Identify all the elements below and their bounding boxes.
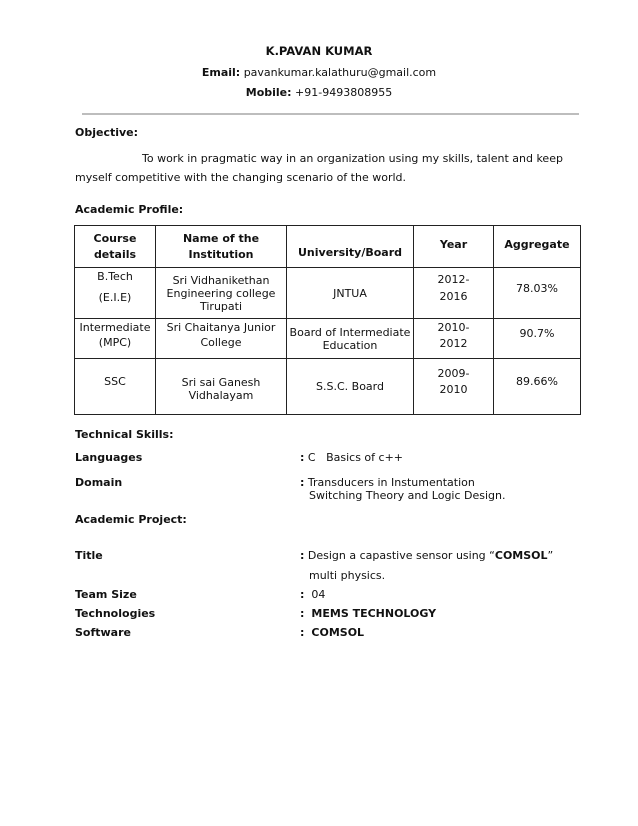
- academic-project-heading: Academic Project:: [75, 513, 187, 526]
- table-header-row: [75, 226, 581, 268]
- email-line: [0, 66, 638, 79]
- board-cell: JNTUA: [287, 268, 414, 319]
- team-size-label: Team Size: [75, 588, 137, 601]
- title-colon: :: [300, 549, 305, 562]
- technical-skills-heading: Technical Skills:: [75, 428, 174, 441]
- mobile-value: +91-9493808955: [295, 86, 393, 99]
- academic-profile-heading: Academic Profile:: [75, 203, 184, 216]
- domain-colon: :: [300, 476, 305, 489]
- languages-label: Languages: [75, 451, 143, 464]
- software-label: Software: [75, 626, 131, 639]
- course-cell: SSC: [75, 359, 156, 415]
- year-cell: 2009- 2010: [414, 359, 494, 415]
- year-cell: 2012- 2016: [414, 268, 494, 319]
- technologies-colon: :: [300, 607, 305, 620]
- board-cell: Board of Intermediate Education: [287, 319, 414, 359]
- header-divider: [82, 113, 579, 115]
- course-cell: Intermediate (MPC): [75, 319, 156, 359]
- col-header-year: Year: [414, 226, 494, 268]
- email-label: Email:: [201, 66, 241, 79]
- technologies-value: : MEMS TECHNOLOGY: [300, 607, 437, 620]
- objective-heading: Objective:: [75, 126, 139, 139]
- domain-label: Domain: [75, 476, 123, 489]
- domain-value-2: Switching Theory and Logic Design.: [309, 489, 506, 502]
- mobile-line: [0, 86, 638, 99]
- candidate-name: K.PAVAN KUMAR: [265, 44, 373, 58]
- aggregate-cell: 90.7%: [494, 319, 581, 359]
- title-value-2: multi physics.: [309, 569, 386, 582]
- table-row: [75, 319, 581, 359]
- table-row: [75, 268, 581, 319]
- col-header-course: Course details: [75, 226, 156, 268]
- aggregate-cell: 89.66%: [494, 359, 581, 415]
- board-cell: S.S.C. Board: [287, 359, 414, 415]
- title-label: Title: [75, 549, 103, 562]
- team-size-value: : 04: [300, 588, 326, 601]
- col-header-university: University/Board: [287, 226, 414, 268]
- col-header-aggregate: Aggregate: [494, 226, 581, 268]
- mobile-label: Mobile:: [245, 86, 292, 99]
- software-value: : COMSOL: [300, 626, 365, 639]
- institution-cell: Sri sai Ganesh Vidhalayam: [156, 359, 287, 415]
- academic-table: [74, 225, 581, 415]
- col-header-institution: Name of the Institution: [156, 226, 287, 268]
- email-value: pavankumar.kalathuru@gmail.com: [243, 66, 437, 79]
- year-cell: 2010- 2012: [414, 319, 494, 359]
- course-cell: B.Tech (E.I.E): [75, 268, 156, 319]
- objective-line-1: To work in pragmatic way in an organization using my skills, talent and keep: [142, 152, 563, 165]
- software-colon: :: [300, 626, 305, 639]
- languages-colon: :: [300, 451, 305, 464]
- objective-line-2: myself competitive with the changing scenario of the world.: [75, 171, 407, 184]
- title-value: : Design a capastive sensor using “COMSOL”: [300, 549, 554, 562]
- aggregate-cell: 78.03%: [494, 268, 581, 319]
- languages-value: : C Basics of c++: [300, 451, 404, 464]
- table-row: [75, 359, 581, 415]
- institution-cell: Sri Chaitanya Junior College: [156, 319, 287, 359]
- domain-value: : Transducers in Instumentation: [300, 476, 475, 489]
- team-size-colon: :: [300, 588, 305, 601]
- institution-cell: Sri Vidhanikethan Engineering college Tirupati: [156, 268, 287, 319]
- technologies-label: Technologies: [75, 607, 156, 620]
